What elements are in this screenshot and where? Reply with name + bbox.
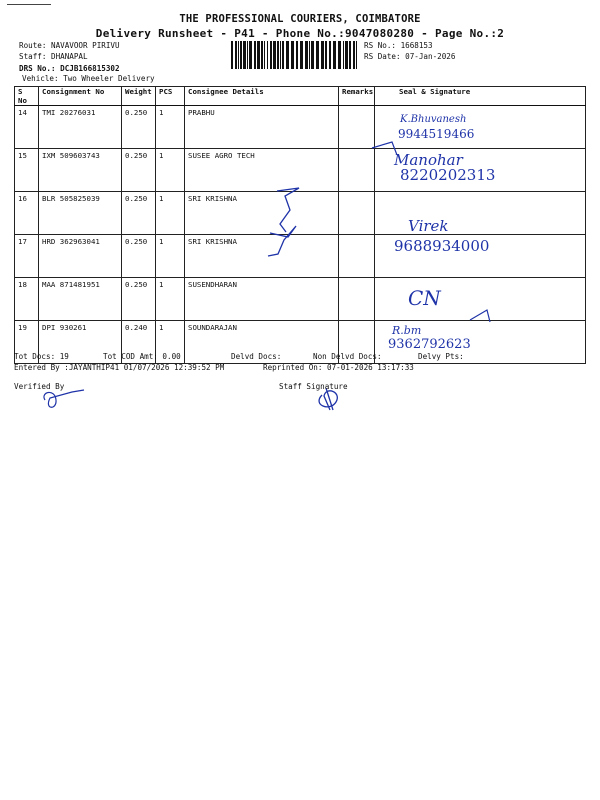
barcode-bar <box>273 41 276 69</box>
table-row <box>15 106 586 149</box>
signature-name: CN <box>408 286 441 310</box>
reprinted-on: Reprinted On: 07-01-2026 13:17:33 <box>263 363 414 372</box>
cell-signature <box>375 149 586 192</box>
staff-signature-label: Staff Signature <box>279 382 348 391</box>
barcode-bar <box>349 41 351 69</box>
barcode-bar <box>316 41 319 69</box>
cell-consignment: BLR 505825039 <box>39 192 122 235</box>
cell-sno: 18 <box>15 278 39 321</box>
verified-by-label: Verified By <box>14 382 65 391</box>
signature-name: K.Bhuvanesh <box>400 114 467 125</box>
col-header-weight: Weight <box>122 87 156 106</box>
route-label: Route: NAVAVOOR PIRIVU <box>19 41 120 50</box>
barcode <box>231 41 359 69</box>
barcode-bar <box>286 41 289 69</box>
table-row <box>15 278 586 321</box>
rs-date: RS Date: 07-Jan-2026 <box>364 52 456 61</box>
cell-weight: 0.250 <box>122 106 156 149</box>
top-edge-mark <box>7 4 51 5</box>
drs-label: DRS No.: DCJB166815302 <box>19 64 120 73</box>
col-header-consignment: Consignment No <box>39 87 122 106</box>
cell-weight: 0.250 <box>122 192 156 235</box>
cell-sno: 16 <box>15 192 39 235</box>
barcode-bar <box>300 41 303 69</box>
barcode-bar <box>249 41 252 69</box>
cell-signature <box>375 321 586 364</box>
barcode-bar <box>309 41 310 69</box>
barcode-bar <box>280 41 281 69</box>
barcode-bar <box>282 41 284 69</box>
barcode-bar <box>257 41 260 69</box>
barcode-bar <box>338 41 341 69</box>
cell-weight: 0.250 <box>122 235 156 278</box>
barcode-bar <box>329 41 331 69</box>
barcode-bar <box>264 41 265 69</box>
signature-phone: 9688934000 <box>394 237 490 255</box>
cell-sno: 14 <box>15 106 39 149</box>
barcode-bar <box>296 41 298 69</box>
cell-consignee: PRABHU <box>185 106 339 149</box>
barcode-bar <box>311 41 314 69</box>
runsheet-title: Delivery Runsheet - P41 - Phone No.:9047080280 - Page No.:2 <box>95 27 505 40</box>
barcode-bar <box>353 41 355 69</box>
table-header-row <box>15 87 586 106</box>
barcode-bar <box>345 41 348 69</box>
signature-phone: 9944519466 <box>398 127 475 141</box>
table-row <box>15 235 586 278</box>
col-header-sno: S No <box>15 87 39 106</box>
barcode-bar <box>305 41 308 69</box>
cell-remarks <box>339 149 375 192</box>
non-delivered-docs: Non Delvd Docs: <box>313 352 382 361</box>
signature-name: Manohar <box>394 151 463 169</box>
cell-pcs: 1 <box>156 278 185 321</box>
delivered-docs: Delvd Docs: <box>231 352 282 361</box>
vehicle-label: Vehicle: Two Wheeler Delivery <box>22 74 155 83</box>
signature-name: Virek <box>408 217 449 235</box>
cell-pcs: 1 <box>156 235 185 278</box>
staff-signature-mark <box>319 388 337 410</box>
table-row <box>15 321 586 364</box>
cell-pcs: 1 <box>156 149 185 192</box>
barcode-bar <box>267 41 268 69</box>
entered-by: Entered By :JAYANTHIP41 01/07/2026 12:39:52 PM <box>14 363 225 372</box>
barcode-bar <box>240 41 242 69</box>
barcode-bar <box>356 41 357 69</box>
barcode-bar <box>231 41 233 69</box>
cell-consignment: MAA 871481951 <box>39 278 122 321</box>
cell-consignment: IXM 509603743 <box>39 149 122 192</box>
staff-label: Staff: DHANAPAL <box>19 52 88 61</box>
cell-sno: 19 <box>15 321 39 364</box>
col-header-remarks: Remarks <box>339 87 375 106</box>
barcode-bar <box>235 41 237 69</box>
runsheet-table <box>14 86 586 364</box>
signature-phone: 8220202313 <box>400 166 496 184</box>
col-header-pcs: PCS <box>156 87 185 106</box>
cell-signature <box>375 106 586 149</box>
barcode-bar <box>277 41 279 69</box>
barcode-bar <box>291 41 294 69</box>
cell-signature <box>375 217 586 278</box>
barcode-bar <box>243 41 246 69</box>
rs-number: RS No.: 1668153 <box>364 41 433 50</box>
verified-signature <box>44 390 84 407</box>
barcode-bar <box>261 41 263 69</box>
cell-consignee: SOUNDARAJAN <box>185 321 339 364</box>
barcode-bar <box>254 41 256 69</box>
cell-consignment: HRD 362963041 <box>39 235 122 278</box>
barcode-bar <box>247 41 248 69</box>
total-cod: Tot COD Amt: 0.00 <box>103 352 181 361</box>
barcode-bar <box>238 41 239 69</box>
delivery-points: Delvy Pts: <box>418 352 464 361</box>
cell-pcs: 1 <box>156 321 185 364</box>
barcode-bar <box>343 41 344 69</box>
cell-remarks <box>339 235 375 278</box>
cell-consignee: SUSEE AGRO TECH <box>185 149 339 192</box>
company-title: THE PROFESSIONAL COURIERS, COIMBATORE <box>179 13 421 25</box>
signature-phone: 9362792623 <box>388 337 471 352</box>
cell-consignee: SRI KRISHNA <box>185 192 339 235</box>
cell-weight: 0.250 <box>122 149 156 192</box>
barcode-bar <box>325 41 327 69</box>
col-header-signature: Seal & Signature <box>375 87 586 106</box>
cell-consignee: SUSENDHARAN <box>185 278 339 321</box>
signature-name: R.bm <box>392 324 422 337</box>
total-docs: Tot Docs: 19 <box>14 352 69 361</box>
cell-remarks <box>339 192 375 235</box>
cell-weight: 0.240 <box>122 321 156 364</box>
cell-remarks <box>339 278 375 321</box>
cell-consignment: DPI 930261 <box>39 321 122 364</box>
barcode-bar <box>270 41 272 69</box>
cell-consignee: SRI KRISHNA <box>185 235 339 278</box>
cell-weight: 0.250 <box>122 278 156 321</box>
table-row <box>15 149 586 192</box>
cell-signature <box>375 278 586 321</box>
cell-sno: 17 <box>15 235 39 278</box>
cell-sno: 15 <box>15 149 39 192</box>
col-header-consignee: Consignee Details <box>185 87 339 106</box>
cell-remarks <box>339 106 375 149</box>
cell-pcs: 1 <box>156 106 185 149</box>
cell-pcs: 1 <box>156 192 185 235</box>
barcode-bar <box>321 41 324 69</box>
barcode-bar <box>333 41 336 69</box>
cell-consignment: TMI 20276031 <box>39 106 122 149</box>
